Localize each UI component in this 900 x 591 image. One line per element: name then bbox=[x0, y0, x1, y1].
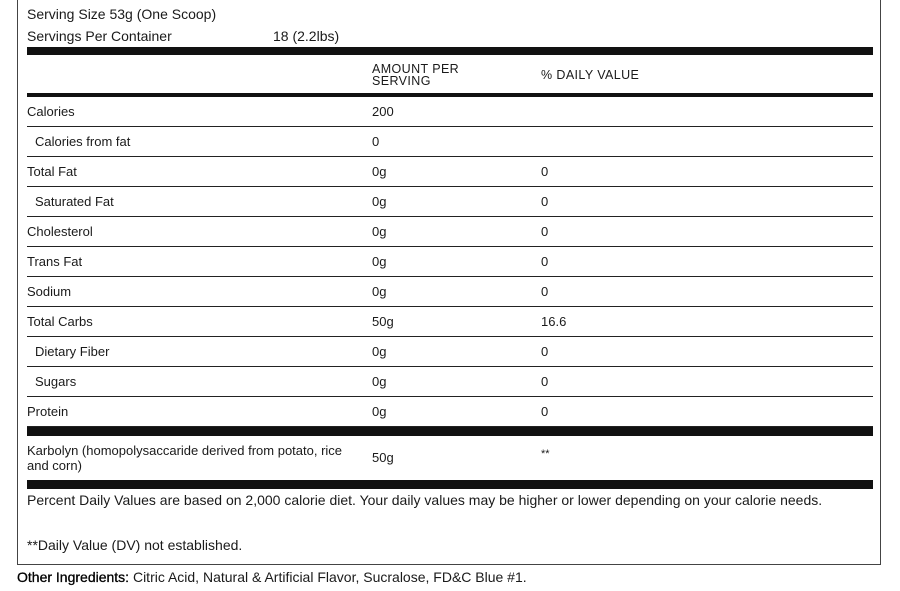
dv-not-established-note: **Daily Value (DV) not established. bbox=[27, 537, 243, 553]
nutrient-row bbox=[27, 397, 873, 427]
nutrient-amount: 0g bbox=[372, 164, 387, 179]
nutrient-row bbox=[27, 367, 873, 397]
nutrient-amount: 0g bbox=[372, 224, 387, 239]
nutrient-row bbox=[27, 337, 873, 367]
nutrient-row bbox=[27, 187, 873, 217]
nutrient-row bbox=[27, 127, 873, 157]
nutrient-daily-value: 0 bbox=[541, 224, 549, 239]
nutrient-amount: 0g bbox=[372, 284, 387, 299]
nutrient-daily-value: 0 bbox=[541, 344, 549, 359]
karbolyn-row bbox=[27, 437, 873, 480]
nutrient-name: Protein bbox=[27, 404, 69, 419]
other-ingredients-label: Other Ingredients: bbox=[17, 569, 130, 585]
nutrient-amount: 0g bbox=[372, 344, 387, 359]
nutrient-amount: 0g bbox=[372, 404, 387, 419]
other-ingredients-text: Citric Acid, Natural & Artificial Flavor, Sucralose, FD&C Blue #1. bbox=[129, 569, 527, 585]
nutrient-row bbox=[27, 277, 873, 307]
thick-divider-middle bbox=[27, 427, 873, 436]
nutrient-amount: 0 bbox=[372, 134, 380, 149]
nutrition-facts-panel bbox=[17, 0, 881, 565]
nutrient-name: Sugars bbox=[35, 374, 77, 389]
nutrient-name: Total Fat bbox=[27, 164, 77, 179]
karbolyn-name: Karbolyn (homopolysaccaride derived from potato, rice and corn) bbox=[27, 443, 343, 473]
nutrient-row bbox=[27, 157, 873, 187]
karbolyn-amount: 50g bbox=[372, 450, 394, 465]
nutrient-row bbox=[27, 217, 873, 247]
nutrient-name: Cholesterol bbox=[27, 224, 93, 239]
nutrient-name: Calories bbox=[27, 104, 75, 119]
servings-per-container-label: Servings Per Container bbox=[27, 28, 172, 44]
nutrient-row bbox=[27, 307, 873, 337]
serving-size: Serving Size 53g (One Scoop) bbox=[27, 6, 217, 22]
daily-value-header: % DAILY VALUE bbox=[541, 68, 640, 82]
nutrient-name: Dietary Fiber bbox=[35, 344, 110, 359]
amount-per-serving-header: AMOUNT PER SERVING bbox=[372, 62, 460, 88]
nutrient-daily-value: 0 bbox=[541, 164, 549, 179]
nutrient-amount: 50g bbox=[372, 314, 394, 329]
nutrient-name: Calories from fat bbox=[35, 134, 131, 149]
nutrient-daily-value: 0 bbox=[541, 284, 549, 299]
thick-divider-bottom bbox=[27, 480, 873, 489]
nutrient-name: Trans Fat bbox=[27, 254, 83, 269]
karbolyn-daily-value: ** bbox=[541, 448, 550, 460]
nutrient-name: Saturated Fat bbox=[35, 194, 114, 209]
nutrient-name: Sodium bbox=[27, 284, 72, 299]
nutrient-daily-value: 0 bbox=[541, 404, 549, 419]
nutrient-daily-value: 0 bbox=[541, 194, 549, 209]
nutrient-amount: 0g bbox=[372, 254, 387, 269]
nutrient-daily-value: 0 bbox=[541, 254, 549, 269]
percent-daily-value-note: Percent Daily Values are based on 2,000 calorie diet. Your daily values may be higher or lower depending on your calorie needs. bbox=[27, 492, 823, 508]
nutrient-amount: 200 bbox=[372, 104, 394, 119]
nutrient-amount: 0g bbox=[372, 194, 387, 209]
nutrient-row bbox=[27, 247, 873, 277]
thick-divider-top bbox=[27, 47, 873, 55]
nutrient-row bbox=[27, 97, 873, 127]
other-ingredients bbox=[17, 569, 527, 585]
nutrient-name: Total Carbs bbox=[27, 314, 93, 329]
nutrient-amount: 0g bbox=[372, 374, 387, 389]
nutrient-daily-value: 16.6 bbox=[541, 314, 567, 329]
nutrient-daily-value: 0 bbox=[541, 374, 549, 389]
servings-per-container-value: 18 (2.2lbs) bbox=[273, 28, 340, 44]
